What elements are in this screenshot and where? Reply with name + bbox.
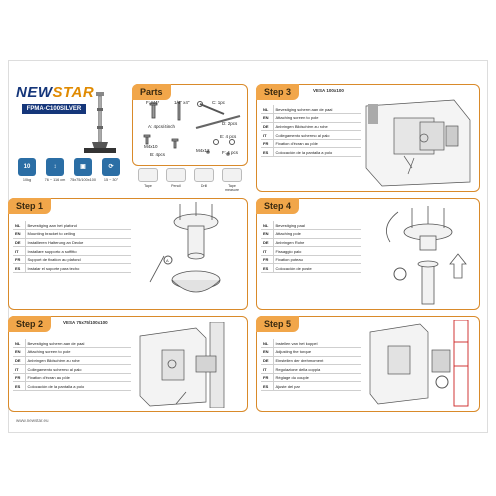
instruction-text: Einstellen der drehmoment <box>273 356 361 365</box>
step-2-illustration <box>136 322 244 408</box>
instruction-text: Bevestiging scherm aan de paal <box>25 339 131 348</box>
instruction-text: Attaching screen to pole <box>25 348 131 357</box>
language-code: DE <box>13 238 25 247</box>
instruction-text: Installieren Halterung an Decke <box>25 238 131 247</box>
part-label-b: B: 4pcs <box>150 152 166 157</box>
instruction-text: Mounting bracket to ceiling <box>25 230 131 239</box>
weight-icon: 10 <box>18 158 36 176</box>
vesa-icon: ▣ <box>74 158 92 176</box>
language-code: NL <box>13 221 25 230</box>
language-code: NL <box>261 221 273 230</box>
instruction-text: Collegamento schermo al palo <box>25 365 131 374</box>
part-label-a: A: 4pcs/4inch <box>148 124 176 129</box>
language-code: NL <box>261 105 273 114</box>
instruction-text: Colocación de la pantalla a polo <box>273 148 361 157</box>
tape-icon <box>138 168 158 182</box>
instruction-text: Collegamento schermo al palo <box>273 131 361 140</box>
instruction-text: Installare supporto a soffitto <box>25 247 131 256</box>
language-code: FR <box>261 255 273 264</box>
step-3-note: VESA 100x100 <box>313 88 344 93</box>
instruction-text: Bevestiging scherm aan de paal <box>273 105 361 114</box>
step-2-title: Step 2 <box>8 316 51 332</box>
pencil-icon <box>166 168 186 182</box>
language-code: IT <box>261 247 273 256</box>
instruction-text: Fissaggio palo <box>273 247 361 256</box>
language-code: DE <box>261 356 273 365</box>
tool-label-drill: Drill <box>200 184 208 188</box>
instruction-text: Bevestiging aan het plafond <box>25 221 131 230</box>
drill-icon <box>194 168 214 182</box>
parts-title: Parts <box>132 84 171 100</box>
step-5-instructions <box>261 339 361 391</box>
step-3-illustration <box>364 98 476 188</box>
spec-height: 76 ~ 116 cm <box>44 178 66 182</box>
language-code: ES <box>13 264 25 273</box>
language-code: NL <box>13 339 25 348</box>
tool-label-pencil: Pencil <box>171 184 181 188</box>
part-label-c: C: 1pc <box>212 100 226 105</box>
instruction-text: Support de fixation au plafond <box>25 255 131 264</box>
language-code: FR <box>261 373 273 382</box>
tilt-icon: ⟳ <box>102 158 120 176</box>
height-icon: ↕ <box>46 158 64 176</box>
tape-measure-icon <box>222 168 242 182</box>
model-badge: FPMA-C100SILVER <box>22 104 86 114</box>
language-code: ES <box>261 264 273 273</box>
svg-text:A: A <box>166 258 169 263</box>
spec-weight: 10kg <box>22 178 32 182</box>
tool-label-tape-measure: Tape measure <box>225 184 239 192</box>
language-code: IT <box>261 365 273 374</box>
pole-illustration <box>70 90 130 160</box>
part-label-m4x10: M4x10 <box>144 144 158 149</box>
language-code: NL <box>261 339 273 348</box>
instruction-text: Adjusting the torque <box>273 348 361 357</box>
instruction-text: Anbringen Rohe <box>273 238 361 247</box>
part-label-quarter-inch: 1/4" x4" <box>174 100 190 105</box>
instruction-text: Attaching screen to pole <box>273 114 361 123</box>
part-label-f: F: 4 pcs <box>222 150 239 155</box>
tool-label-tape: Tape <box>144 184 152 188</box>
step-3-instructions <box>261 105 361 157</box>
instruction-text: Réglage du couple <box>273 373 361 382</box>
language-code: DE <box>261 238 273 247</box>
instruction-text: Instellen van het koppel <box>273 339 361 348</box>
step-1-instructions <box>13 221 131 273</box>
step-1-illustration <box>140 202 244 306</box>
language-code: IT <box>13 365 25 374</box>
spec-vesa: 75x75/100x100 <box>70 178 96 182</box>
part-label-d: D: 2pcs <box>222 121 238 126</box>
instruction-text: Regolazione della coppia <box>273 365 361 374</box>
language-code: FR <box>261 139 273 148</box>
instruction-text: Anbringen Bildschirm zu rohe <box>273 122 361 131</box>
instruction-text: Colocación de poste <box>273 264 361 273</box>
tools-row <box>138 168 248 192</box>
language-code: IT <box>261 131 273 140</box>
spec-strip <box>16 158 124 192</box>
step-3-title: Step 3 <box>256 84 299 100</box>
language-code: ES <box>261 382 273 391</box>
language-code: EN <box>261 230 273 239</box>
part-label-m4x12: M4x12 <box>196 148 210 153</box>
instruction-text: Ajuste del par <box>273 382 361 391</box>
part-label-f-top: F: M4* <box>146 100 160 105</box>
step-4-illustration <box>370 202 476 306</box>
language-code: EN <box>13 348 25 357</box>
step-5-illustration <box>368 320 476 408</box>
language-code: DE <box>13 356 25 365</box>
brand-logo: NEWSTAR <box>16 84 95 101</box>
instruction-text: Colocación de la pantalla a polo <box>25 382 131 391</box>
language-code: EN <box>13 230 25 239</box>
footer-url: www.newstar.eu <box>16 418 49 423</box>
step-2-instructions <box>13 339 131 391</box>
instruction-text: Instalar el soporte para techo <box>25 264 131 273</box>
instruction-text: Fixation poteau <box>273 255 361 264</box>
language-code: EN <box>261 348 273 357</box>
step-5-title: Step 5 <box>256 316 299 332</box>
instruction-text: Anbringen Bildschirm zu rohe <box>25 356 131 365</box>
part-label-e: E: 4 pcs <box>220 134 237 139</box>
step-4-instructions <box>261 221 361 273</box>
language-code: FR <box>13 255 25 264</box>
instruction-text: Bevestiging paal <box>273 221 361 230</box>
language-code: EN <box>261 114 273 123</box>
language-code: DE <box>261 122 273 131</box>
spec-tilt: 15 ~ 30° <box>103 178 119 182</box>
language-code: ES <box>13 382 25 391</box>
instruction-text: Attaching pole <box>273 230 361 239</box>
step-4-title: Step 4 <box>256 198 299 214</box>
language-code: FR <box>13 373 25 382</box>
instruction-text: Fixation d'écran au pôle <box>273 139 361 148</box>
language-code: ES <box>261 148 273 157</box>
instruction-text: Fixation d'écran au pôle <box>25 373 131 382</box>
language-code: IT <box>13 247 25 256</box>
step-1-title: Step 1 <box>8 198 51 214</box>
step-2-note: VESA 75x75/100x100 <box>63 320 108 325</box>
